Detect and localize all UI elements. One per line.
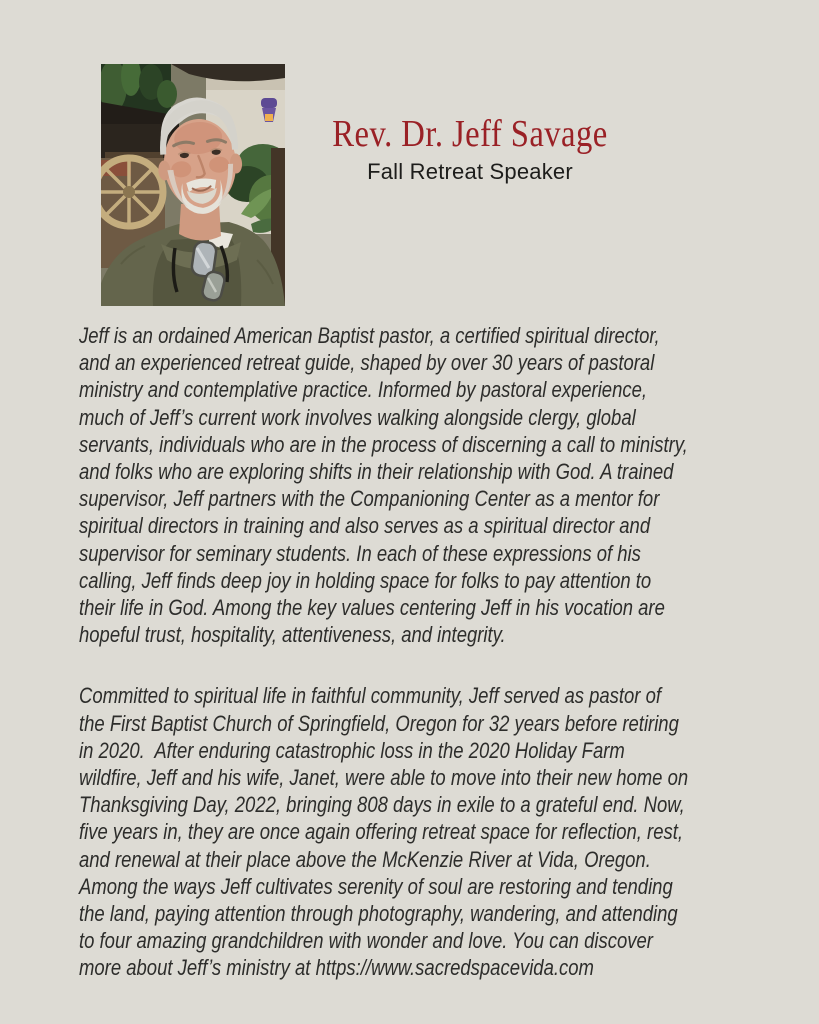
bio-line: Jeff is an ordained American Baptist pastor, a certified spiritual director,	[79, 323, 660, 348]
bio-line: servants, individuals who are in the process of discerning a call to ministry,	[79, 431, 688, 457]
speaker-photo	[101, 64, 285, 306]
page-subtitle: Fall Retreat Speaker	[367, 159, 573, 184]
bio-line: and folks who are exploring shifts in their relationship with God. A trained	[79, 459, 674, 485]
bio-line: Among the ways Jeff cultivates serenity of soul are restoring and tending	[79, 873, 673, 899]
header-block	[280, 112, 660, 185]
bio-paragraph	[79, 322, 779, 648]
bio-line: to four amazing grandchildren with wonder and love. You can discover	[79, 928, 653, 954]
bio-line: much of Jeff’s current work involves walking alongside clergy, global	[79, 404, 636, 430]
bio-text	[79, 322, 779, 982]
bio-line: in 2020. After enduring catastrophic loss in the 2020 Holiday Farm	[79, 737, 625, 763]
bio-line: supervisor for seminary students. In each of these expressions of his	[79, 540, 641, 566]
page-title: Rev. Dr. Jeff Savage	[332, 113, 608, 155]
bio-paragraph	[79, 682, 779, 981]
bio-line: and an experienced retreat guide, shaped by over 30 years of pastoral	[79, 350, 655, 376]
speaker-portrait-image	[101, 64, 285, 306]
bio-line: calling, Jeff finds deep joy in holding space for folks to pay attention to	[79, 567, 652, 593]
bio-line: the land, paying attention through photography, wandering, and attending	[79, 901, 678, 927]
bio-line: Committed to spiritual life in faithful community, Jeff served as pastor of	[79, 683, 662, 709]
bio-line: Thanksgiving Day, 2022, bringing 808 days in exile to a grateful end. Now,	[79, 792, 685, 818]
bio-line: their life in God. Among the key values centering Jeff in his vocation are	[79, 595, 665, 621]
bio-line: hopeful trust, hospitality, attentiveness, and integrity.	[79, 622, 506, 648]
bio-line: and renewal at their place above the McKenzie River at Vida, Oregon.	[79, 846, 651, 872]
bio-line: more about Jeff’s ministry at https://www.sacredspacevida.com	[79, 955, 594, 981]
bio-line: wildfire, Jeff and his wife, Janet, were able to move into their new home on	[79, 765, 689, 791]
bio-line: spiritual directors in training and also serves as a spiritual director and	[79, 513, 651, 539]
bio-line: five years in, they are once again offering retreat space for reflection, rest,	[79, 819, 683, 845]
bio-line: ministry and contemplative practice. Informed by pastoral experience,	[79, 377, 648, 403]
bio-line: the First Baptist Church of Springfield, Oregon for 32 years before retiring	[79, 710, 679, 736]
bio-line: supervisor, Jeff partners with the Companioning Center as a mentor for	[79, 486, 660, 512]
